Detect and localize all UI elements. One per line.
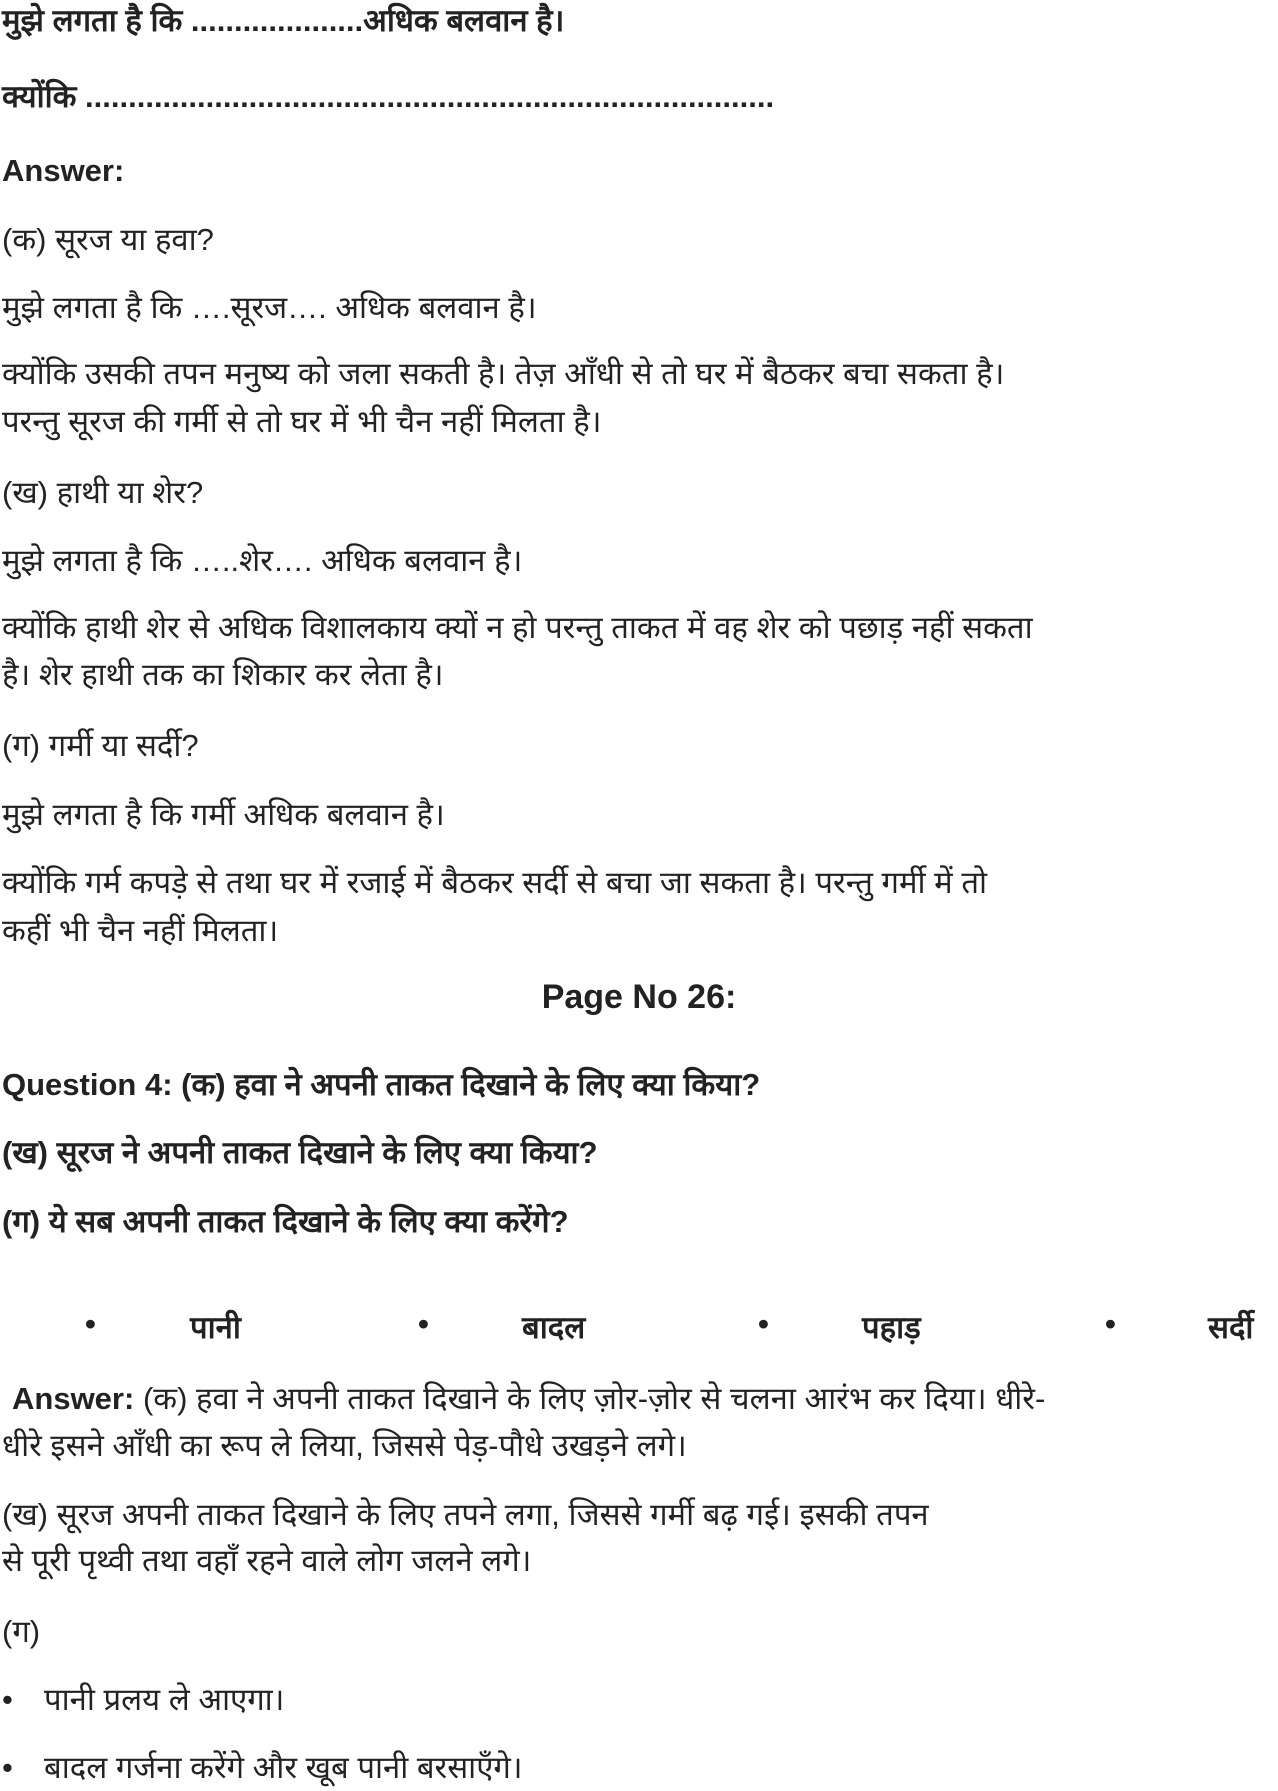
blank-line-1: मुझे लगता है कि ....................अधिक बलवान है।: [2, 3, 565, 38]
answer-ga-line: मुझे लगता है कि गर्मी अधिक बलवान है।: [2, 797, 445, 832]
answer-4-ka-text: (क) हवा ने अपनी ताकत दिखाने के लिए ज़ोर-ज़ोर से चलना आरंभ कर दिया। धीरे-: [142, 1381, 1046, 1416]
answer-ka-question: (क) सूरज या हवा?: [2, 222, 214, 257]
answer-kha-question: (ख) हाथी या शेर?: [2, 475, 204, 510]
option: पानी: [190, 1310, 241, 1345]
question-4-line-2: (ख) सूरज ने अपनी ताकत दिखाने के लिए क्या किया?: [2, 1135, 598, 1170]
bullet-icon: •: [418, 1306, 429, 1341]
bullet-icon: •: [758, 1306, 769, 1341]
answer-4-ga: (ग): [2, 1614, 41, 1649]
answer-ka-reason-1: क्योंकि उसकी तपन मनुष्य को जला सकती है। तेज़ आँधी से तो घर में बैठकर बचा सकता है।: [2, 356, 1005, 391]
answer-ka-reason-2: परन्तु सूरज की गर्मी से तो घर में भी चैन नहीं मिलता है।: [2, 404, 602, 439]
answer-ga-reason-1: क्योंकि गर्म कपड़े से तथा घर में रजाई में बैठकर सर्दी से बचा जा सकता है। परन्तु गर्मी में तो: [2, 865, 988, 900]
bullet-icon: •: [2, 1682, 13, 1717]
options-row: [0, 1306, 1278, 1353]
question-4-line-1: Question 4: (क) हवा ने अपनी ताकत दिखाने के लिए क्या किया?: [2, 1067, 761, 1102]
option: बादल: [522, 1310, 586, 1345]
list-item-text: पानी प्रलय ले आएगा।: [44, 1682, 285, 1717]
list-item: [2, 1744, 523, 1791]
answer-4-kha-line-1: (ख) सूरज अपनी ताकत दिखाने के लिए तपने लगा, जिससे गर्मी बढ़ गई। इसकी तपन: [2, 1497, 929, 1532]
answer-kha-line: मुझे लगता है कि …..शेर…. अधिक बलवान है।: [2, 543, 523, 578]
blank-line-2: क्योंकि ................................................................................: [2, 79, 775, 114]
page-heading: Page No 26:: [541, 978, 737, 1016]
bullet-icon: •: [2, 1750, 13, 1785]
answer-4-kha-line-2: से पूरी पृथ्वी तथा वहाँ रहने वाले लोग जलने लगे।: [2, 1543, 532, 1578]
answer-4-ka-line-2: धीरे इसने आँधी का रूप ले लिया, जिससे पेड़-पौधे उखड़ने लगे।: [2, 1428, 687, 1463]
answer-ga-question: (ग) गर्मी या सर्दी?: [2, 728, 199, 763]
answer-kha-reason-2: है। शेर हाथी तक का शिकार कर लेता है।: [2, 657, 444, 692]
answer-kha-reason-1: क्योंकि हाथी शेर से अधिक विशालकाय क्यों न हो परन्तु ताकत में वह शेर को पछाड़ नहीं सकता: [2, 610, 1033, 645]
answer-4-ka-line-1: [12, 1375, 1045, 1422]
answer-label: Answer:: [2, 153, 125, 188]
answer-4-label: Answer:: [12, 1381, 135, 1416]
bullet-icon: •: [85, 1306, 96, 1341]
list-item-text: बादल गर्जना करेंगे और खूब पानी बरसाएँगे।: [44, 1750, 523, 1785]
answer-ga-reason-2: कहीं भी चैन नहीं मिलता।: [2, 913, 279, 948]
option: सर्दी: [1208, 1310, 1254, 1345]
answer-ka-line: मुझे लगता है कि ….सूरज…. अधिक बलवान है।: [2, 290, 537, 325]
question-4-line-3: (ग) ये सब अपनी ताकत दिखाने के लिए क्या करेंगे?: [2, 1204, 569, 1239]
list-item: [2, 1676, 284, 1723]
option: पहाड़: [862, 1310, 921, 1345]
bullet-icon: •: [1105, 1306, 1116, 1341]
